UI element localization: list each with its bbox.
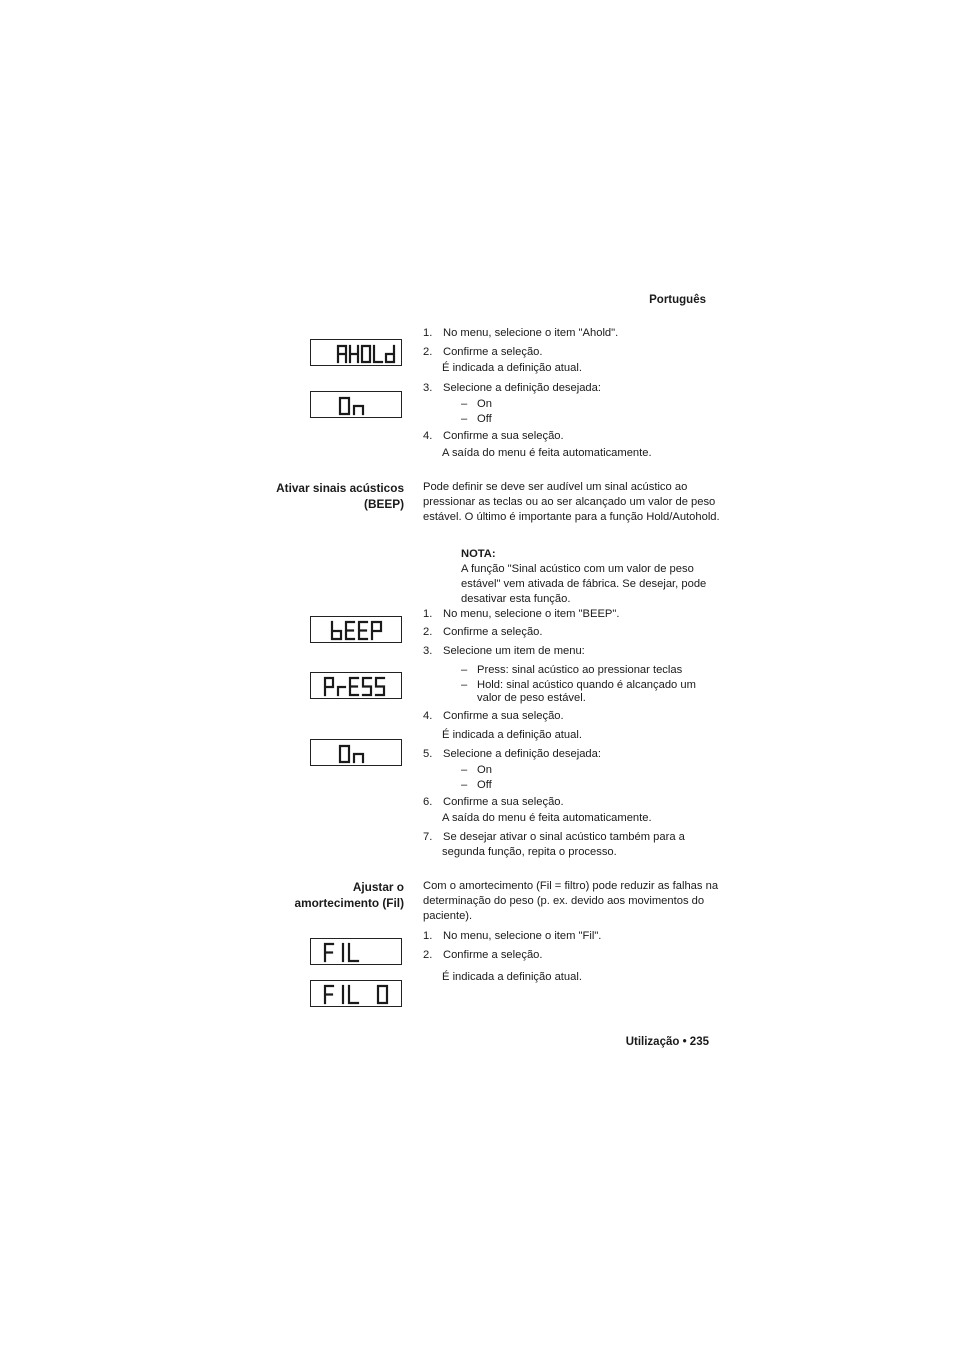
beep-step-6-sub: A saída do menu é feita automaticamente.: [442, 812, 652, 824]
beep-option-press: – Press: sinal acústico ao pressionar teclas: [461, 664, 683, 676]
beep-option-hold-cont: valor de peso estável.: [477, 692, 586, 704]
fil-step-2-sub: É indicada a definição atual.: [442, 971, 582, 983]
beep-option-on: – On: [461, 764, 492, 776]
beep-intro-paragraph: Pode definir se deve ser audível um sinal acústico ao pressionar as teclas ou ao ser alcançado um valor de peso estável. O último é importante para a função Hold/Autohold.: [423, 481, 720, 523]
lcd-segments-fil-0: [311, 981, 403, 1008]
lcd-display-fil-0: [310, 980, 402, 1007]
beep-step-5: 5. Selecione a definição desejada:: [423, 748, 601, 760]
lcd-display-beep: [310, 616, 402, 643]
ahold-step-2-sub: É indicada a definição atual.: [442, 362, 582, 374]
beep-option-hold: – Hold: sinal acústico quando é alcançado um: [461, 679, 696, 691]
lcd-segments-fil: [311, 939, 403, 966]
beep-step-1: 1. No menu, selecione o item "BEEP".: [423, 608, 620, 620]
page-language-header: Português: [649, 294, 706, 306]
ahold-step-2: 2. Confirme a seleção.: [423, 346, 543, 358]
fil-section-heading: Ajustar o amortecimento (Fil): [294, 880, 404, 910]
lcd-segments-press: [311, 673, 403, 700]
ahold-step-4-sub: A saída do menu é feita automaticamente.: [442, 447, 652, 459]
ahold-step-4: 4. Confirme a sua seleção.: [423, 430, 564, 442]
beep-step-4: 4. Confirme a sua seleção.: [423, 710, 564, 722]
beep-step-2: 2. Confirme a seleção.: [423, 626, 543, 638]
lcd-segments-beep: [311, 617, 403, 644]
beep-step-4-sub: É indicada a definição atual.: [442, 729, 582, 741]
lcd-display-beep-on: [310, 739, 402, 766]
ahold-step-3: 3. Selecione a definição desejada:: [423, 382, 601, 394]
beep-step-3: 3. Selecione um item de menu:: [423, 645, 585, 657]
ahold-step-1: 1. No menu, selecione o item "Ahold".: [423, 327, 619, 339]
beep-note-title: NOTA:: [461, 548, 496, 560]
ahold-option-off: – Off: [461, 413, 492, 425]
page-footer: Utilização • 235: [625, 1036, 709, 1048]
lcd-display-press: [310, 672, 402, 699]
lcd-display-on: [310, 391, 402, 418]
lcd-display-fil: [310, 938, 402, 965]
lcd-segments-on: [311, 392, 403, 419]
beep-note-text: A função "Sinal acústico com um valor de peso estável" vem ativada de fábrica. Se desejar, pode desativar esta função.: [461, 563, 707, 605]
beep-step-6: 6. Confirme a sua seleção.: [423, 796, 564, 808]
fil-step-2: 2. Confirme a seleção.: [423, 949, 543, 961]
beep-step-7-sub: segunda função, repita o processo.: [442, 846, 617, 858]
lcd-segments-beep-on: [311, 740, 403, 767]
fil-step-1: 1. No menu, selecione o item "Fil".: [423, 930, 602, 942]
lcd-display-ahold: [310, 339, 402, 366]
beep-note: [461, 547, 721, 607]
fil-intro-paragraph: Com o amortecimento (Fil = filtro) pode reduzir as falhas na determinação do peso (p. ex. devido aos movimentos do paciente).: [423, 880, 719, 922]
beep-section-heading: Ativar sinais acústicos (BEEP): [276, 481, 404, 511]
ahold-option-on: – On: [461, 398, 492, 410]
beep-option-off: – Off: [461, 779, 492, 791]
beep-step-7: 7. Se desejar ativar o sinal acústico também para a: [423, 831, 685, 843]
lcd-segments-ahold: [311, 340, 403, 367]
